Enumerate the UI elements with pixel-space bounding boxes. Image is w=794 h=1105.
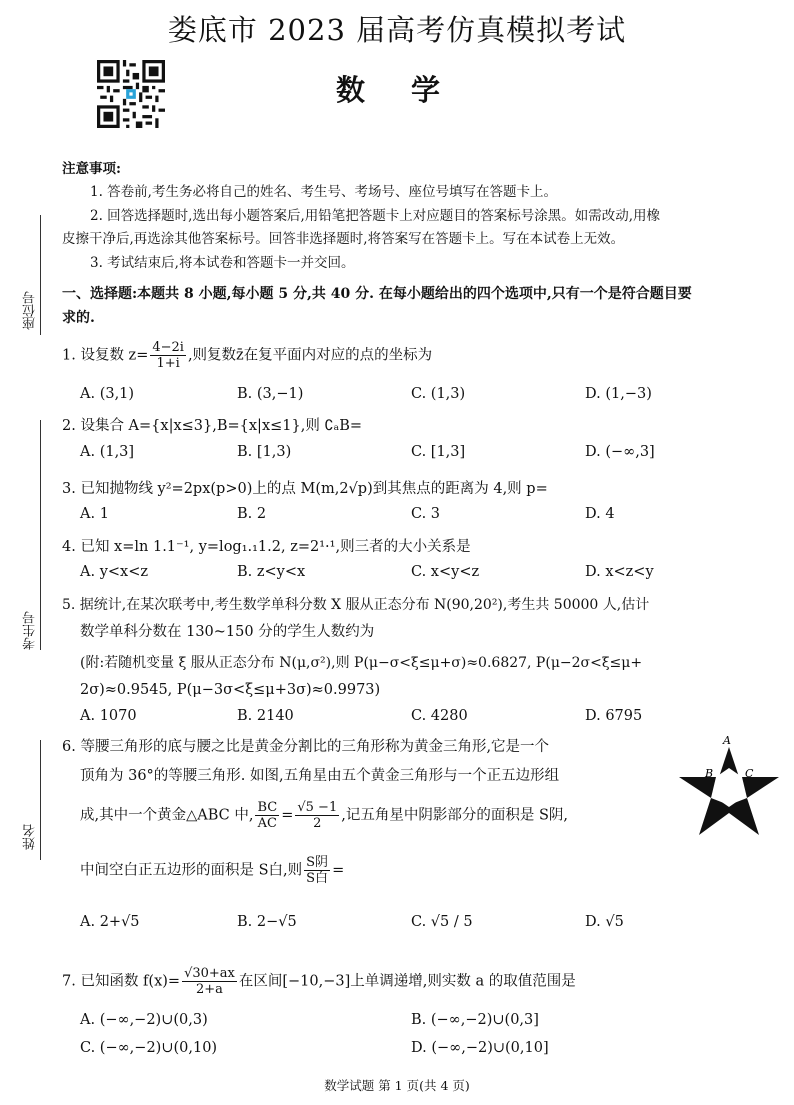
notice-heading: 注意事项:	[62, 161, 121, 177]
option-a: A. 1	[80, 506, 109, 522]
question-text: 中间空白正五边形的面积是 S白,则	[80, 862, 303, 879]
fraction-numerator: S阴	[306, 855, 329, 870]
option-a: A. (1,3]	[80, 444, 135, 460]
notice-item: 皮擦干净后,再选涂其他答案标号。回答非选择题时,将答案写在答题卡上。写在本试卷上无效。	[62, 231, 625, 247]
option-a: A. 2+√5	[80, 914, 140, 930]
fraction	[150, 340, 186, 371]
question-text: ,记五角星中阴影部分的面积是 S阴,	[341, 807, 568, 824]
question-5: 2σ)≈0.9545, P(μ−3σ<ξ≤μ+3σ)≈0.9973)	[80, 682, 381, 698]
question-5: 5. 据统计,在某次联考中,考生数学单科分数 X 服从正态分布 N(90,20²),考生共 50000 人,估计	[62, 597, 650, 613]
question-6	[80, 855, 680, 886]
option-d: D. √5	[585, 914, 624, 930]
question-text: ,则复数z̄在复平面内对应的点的坐标为	[187, 347, 433, 364]
question-text: 7. 已知函数 f(x)=	[62, 973, 181, 990]
exam-title: 娄底市 2023 届高考仿真模拟考试	[167, 13, 627, 47]
fraction-numerator: 4−2i	[152, 340, 184, 355]
fraction	[255, 800, 279, 831]
fraction-numerator: √30+ax	[184, 966, 235, 981]
fraction-denominator: 2+a	[196, 982, 223, 997]
option-b: B. [1,3)	[237, 444, 292, 460]
option-d: D. (1,−3)	[585, 386, 652, 402]
question-text: 在区间[−10,−3]上单调递增,则实数 a 的取值范围是	[238, 973, 576, 990]
question-text: 成,其中一个黄金△ABC 中,	[80, 807, 254, 824]
question-1	[62, 340, 778, 371]
option-b: B. (3,−1)	[237, 386, 304, 402]
option-d: D. (−∞,−2)∪(0,10]	[411, 1040, 549, 1056]
fraction-denominator: 2	[313, 816, 322, 831]
question-6	[80, 800, 680, 831]
option-b: B. (−∞,−2)∪(0,3]	[411, 1012, 539, 1028]
option-d: D. 4	[585, 506, 615, 522]
section-heading: 求的.	[62, 310, 95, 326]
subject-title: 数 学	[335, 73, 459, 107]
question-6: 6. 等腰三角形的底与腰之比是黄金分割比的三角形称为黄金三角形,它是一个	[62, 739, 550, 755]
name-label: 姓名	[23, 824, 38, 850]
option-b: B. 2140	[237, 708, 294, 724]
question-text: =	[332, 862, 345, 879]
option-c: C. √5 / 5	[411, 914, 473, 930]
option-c: C. x<y<z	[411, 564, 480, 580]
option-c: C. [1,3]	[411, 444, 466, 460]
fraction	[182, 966, 237, 997]
option-a: A. (−∞,−2)∪(0,3)	[80, 1012, 208, 1028]
option-a: A. y<x<z	[80, 564, 148, 580]
option-b: B. 2	[237, 506, 267, 522]
qr-code-icon	[97, 60, 165, 128]
pentagram-figure	[675, 735, 783, 845]
question-5: (附:若随机变量 ξ 服从正态分布 N(μ,σ²),则 P(μ−σ<ξ≤μ+σ)≈0.6827, P(μ−2σ<ξ≤μ+	[80, 655, 643, 671]
question-6: 顶角为 36°的等腰三角形. 如图,五角星由五个黄金三角形与一个正五边形组	[80, 768, 560, 784]
option-c: C. (1,3)	[411, 386, 466, 402]
question-5: 数学单科分数在 130~150 分的学生人数约为	[80, 624, 375, 640]
option-a: A. 1070	[80, 708, 137, 724]
page-footer: 数学试题 第 1 页(共 4 页)	[324, 1078, 470, 1093]
fraction-denominator: S白	[306, 871, 329, 886]
binding-line	[40, 740, 41, 860]
option-c: C. 3	[411, 506, 441, 522]
notice-item: 3. 考试结束后,将本试卷和答题卡一并交回。	[90, 255, 355, 271]
fraction	[304, 855, 330, 886]
section-heading: 一、选择题:本题共 8 小题,每小题 5 分,共 40 分. 在每小题给出的四个选项中,只有一个是符合题目要	[62, 286, 692, 302]
binding-line	[40, 420, 41, 650]
fraction-numerator: √5 −1	[297, 800, 338, 815]
option-d: D. x<z<y	[585, 564, 654, 580]
fraction	[295, 800, 339, 831]
option-c: C. (−∞,−2)∪(0,10)	[80, 1040, 218, 1056]
option-d: D. (−∞,3]	[585, 444, 655, 460]
question-2: 2. 设集合 A={x|x≤3},B={x|x≤1},则 ∁ₐB=	[62, 418, 363, 434]
question-7	[62, 966, 778, 997]
equals-sign: =	[281, 807, 294, 824]
question-3: 3. 已知抛物线 y²=2px(p>0)上的点 M(m,2√p)到其焦点的距离为 4,则 p=	[62, 481, 548, 497]
fraction-numerator: BC	[257, 800, 278, 815]
vertex-label-b: B	[705, 767, 714, 780]
vertex-label-c: C	[745, 767, 754, 780]
option-a: A. (3,1)	[80, 386, 135, 402]
notice-item: 2. 回答选择题时,选出每小题答案后,用铅笔把答题卡上对应题目的答案标号涂黑。如需改动,用橡	[90, 208, 661, 224]
option-b: B. z<y<x	[237, 564, 306, 580]
question-text: 1. 设复数 z=	[62, 347, 149, 364]
exam-number-label: 考生号	[23, 611, 38, 650]
fraction-denominator: AC	[257, 816, 278, 831]
seat-number-label: 座位号	[23, 291, 38, 330]
option-c: C. 4280	[411, 708, 468, 724]
fraction-denominator: 1+i	[156, 356, 180, 371]
notice-item: 1. 答卷前,考生务必将自己的姓名、考生号、考场号、座位号填写在答题卡上。	[90, 184, 557, 200]
option-d: D. 6795	[585, 708, 643, 724]
binding-line	[40, 215, 41, 335]
vertex-label-a: A	[723, 735, 731, 747]
question-4: 4. 已知 x=ln 1.1⁻¹, y=log₁.₁1.2, z=2¹·¹,则三者的大小关系是	[62, 539, 471, 555]
option-b: B. 2−√5	[237, 914, 297, 930]
